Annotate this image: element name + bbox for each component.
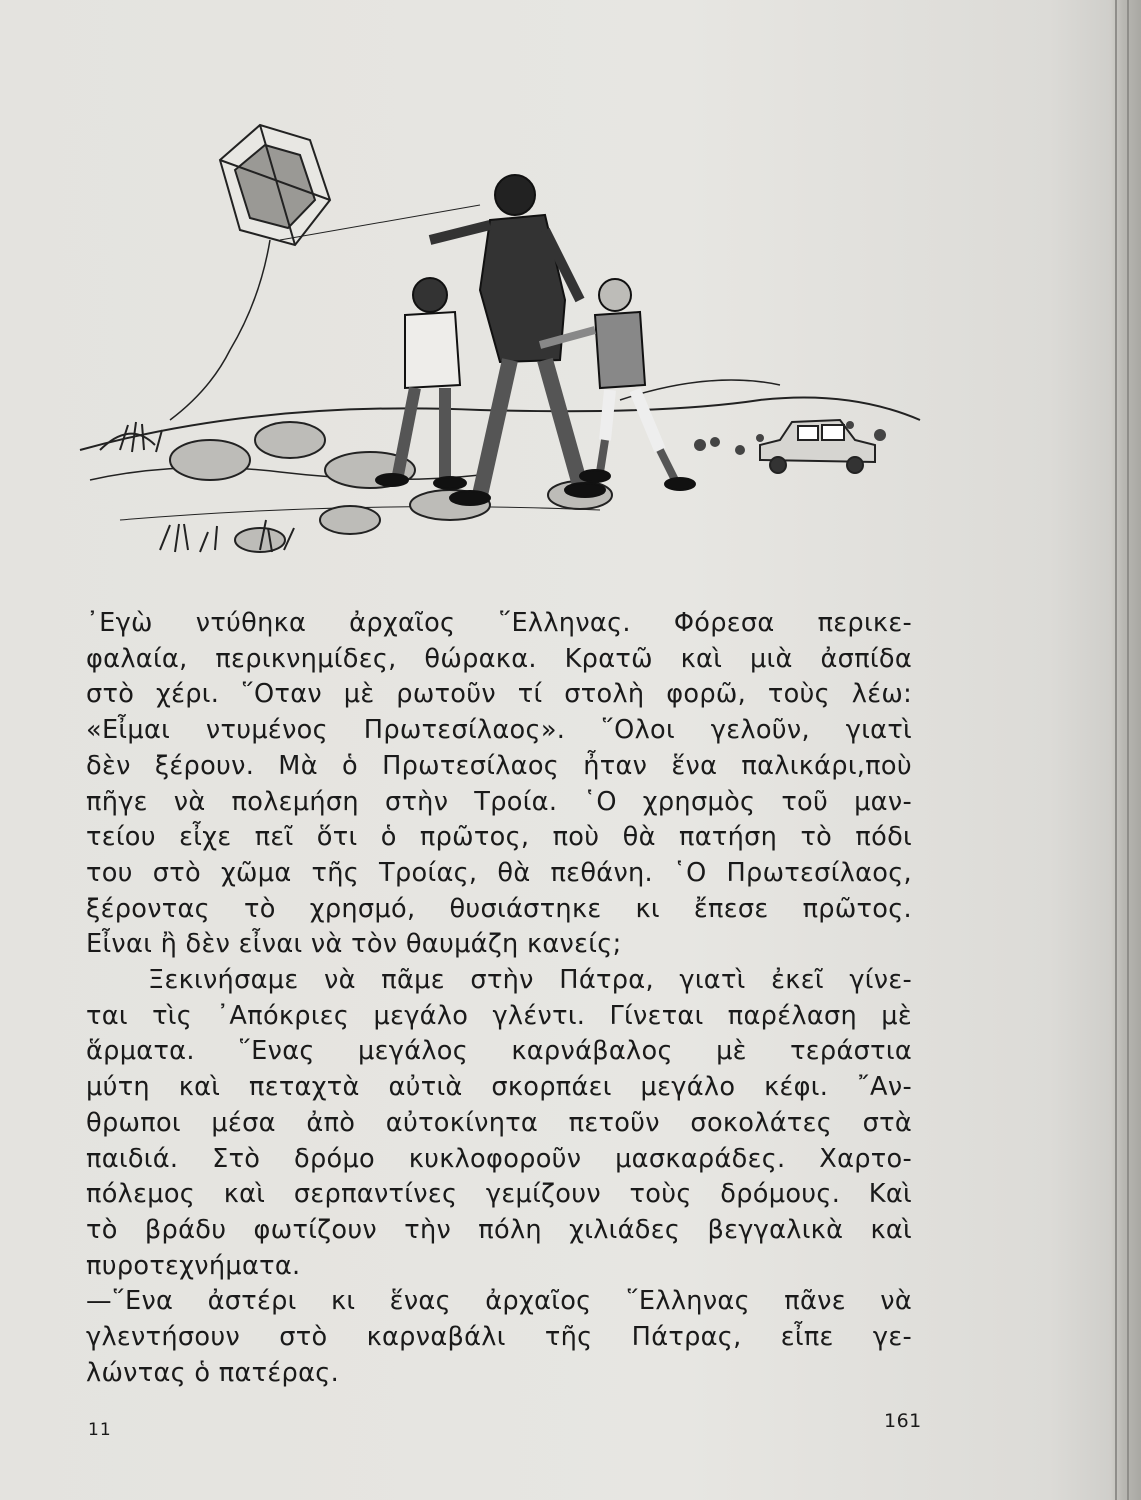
text-line: «Εἶμαι ντυμένος Πρωτεσίλαος». ῞Ολοι γελοῦν, γιατὶ xyxy=(86,715,912,746)
text-line: φαλαία, περικνημίδες, θώρακα. Κρατῶ καὶ μιὰ ἀσπίδα xyxy=(86,643,912,674)
text-line: ᾽Εγὼ ντύθηκα ἀρχαῖος ῞Ελληνας. Φόρεσα περικε- xyxy=(86,608,912,638)
text-line: πυροτεχνήματα. xyxy=(86,1250,301,1281)
text-line: ἅρματα. ῞Ενας μεγάλος καρνάβαλος μὲ τεράστια xyxy=(86,1036,912,1067)
text-line: Εἶναι ἢ δὲν εἶναι νὰ τὸν θαυμάζη κανείς; xyxy=(86,929,622,960)
text-line: πόλεμος καὶ σερπαντίνες γεμίζουν τοὺς δρόμους. Καὶ xyxy=(86,1179,912,1210)
text-line: θρωποι μέσα ἀπὸ αὐτοκίνητα πετοῦν σοκολάτες στὰ xyxy=(86,1107,912,1138)
spine-edge-line xyxy=(1115,0,1117,1500)
paragraph-3 xyxy=(86,1284,912,1391)
text-line: Ξεκινήσαμε νὰ πᾶμε στὴν Πάτρα, γιατὶ ἐκεῖ γίνε- xyxy=(148,965,912,996)
text-line: γλεντήσουν στὸ καρναβάλι τῆς Πάτρας, εἶπε γε- xyxy=(86,1322,912,1353)
text-line: ται τὶς ᾽Απόκριες μεγάλο γλέντι. Γίνεται παρέλαση μὲ xyxy=(86,1000,912,1031)
text-line: παιδιά. Στὸ δρόμο κυκλοφοροῦν μασκαράδες. Χαρτο- xyxy=(86,1143,912,1174)
text-line: —῞Ενα ἀστέρι κι ἕνας ἀρχαῖος ῞Ελληνας πᾶνε νὰ xyxy=(86,1286,912,1317)
paragraph-1 xyxy=(86,606,912,963)
car xyxy=(760,420,875,473)
text-line: λώντας ὁ πατέρας. xyxy=(86,1357,340,1388)
signature-number: 11 xyxy=(88,1420,112,1440)
text-line: τὸ βράδυ φωτίζουν τὴν πόλη χιλιάδες βεγγαλικὰ καὶ xyxy=(86,1214,912,1245)
text-line: δὲν ξέρουν. Μὰ ὁ Πρωτεσίλαος ἦταν ἕνα παλικάρι,ποὺ xyxy=(86,750,912,781)
page-number: 161 xyxy=(884,1410,922,1432)
text-line: στὸ χέρι. ῞Οταν μὲ ρωτοῦν τί στολὴ φορῶ, τοὺς λέω: xyxy=(86,679,912,710)
text-line: τείου εἶχε πεῖ ὅτι ὁ πρῶτος, ποὺ θὰ πατήση τὸ πόδι xyxy=(86,822,912,853)
rocks xyxy=(170,422,612,552)
spine-edge-line xyxy=(1127,0,1129,1500)
paragraph-2 xyxy=(86,963,912,1284)
text-line: πῆγε νὰ πολεμήση στὴν Τροία. ῾Ο χρησμὸς τοῦ μαν- xyxy=(86,786,912,817)
text-line: μύτη καὶ πεταχτὰ αὐτιὰ σκορπάει μεγάλο κέφι. ῎Αν- xyxy=(86,1072,912,1103)
text-line: του στὸ χῶμα τῆς Τροίας, θὰ πεθάνη. ῾Ο Πρωτεσίλαος, xyxy=(86,857,912,888)
story-text xyxy=(86,606,912,1391)
kite-flying-illustration xyxy=(60,100,940,610)
text-line: ξέροντας τὸ χρησμό, θυσιάστηκε κι ἔπεσε πρῶτος. xyxy=(86,893,912,924)
